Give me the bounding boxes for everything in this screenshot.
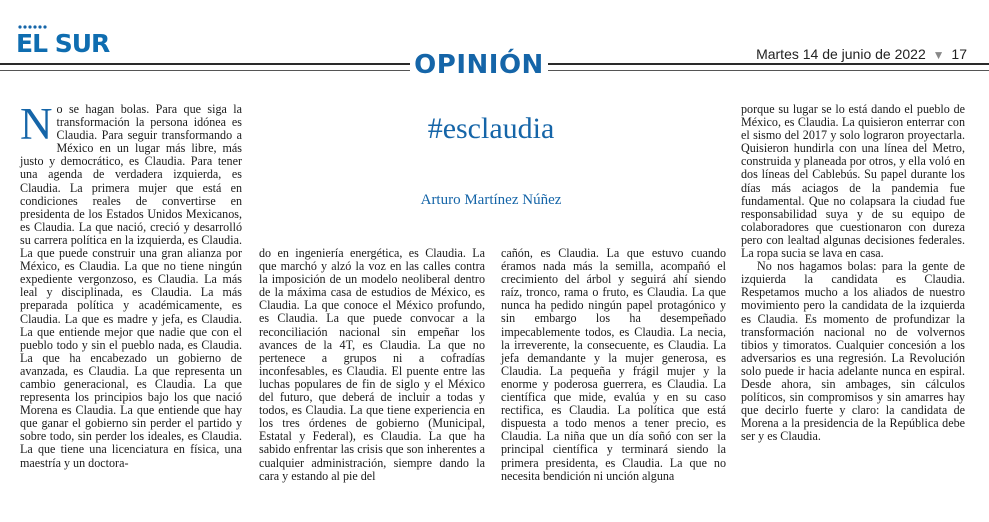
- issue-date-line: [756, 46, 967, 62]
- column-4-paragraph-2: No nos hagamos bolas: para la gente de izquierda la candidata es Claudia. Respetamos mucho a los aliados de nuestro movimiento pero la candidata de la izquierda es Claudia. Es momento de profundizar la transformación nacional no de volvernos tibios y timoratos. Cualquier concesión a los adversarios es una regresión. La Revolución solo puede ir hacia adelante nunca en espiral. Desde ahora, sin ambages, sin cálculos políticos, sin compromisos y sin amarres hay que decirlo fuerte y claro: la candidata de Morena a la presidencia de la República debe ser y es Claudia.: [741, 259, 965, 444]
- article-headline: #esclaudia: [427, 112, 555, 145]
- column-4-paragraph-1: porque su lugar se lo está dando el pueblo de México, es Claudia. La quisieron enterrar con el sismo del 2017 y solo lograron proyectarla. Quisieron hundirla con una línea del Metro, construida y planeada por otros, y ella voló en dos líneas del Cablebús. Su papel durante los días más aciagos de la pandemia fue fundamental. Que no colapsara la ciudad fue responsabilidad suya y de su equipo de colaboradores que cuestionaron con dureza pero con lealtad algunas decisiones federales. La ropa sucia se lava en casa.: [741, 102, 965, 261]
- section-title: OPINIÓN: [414, 50, 544, 80]
- issue-date: Martes 14 de junio de 2022: [756, 46, 926, 62]
- drop-cap: N: [20, 99, 53, 149]
- page-number: 17: [951, 46, 967, 62]
- column-2-text: do en ingeniería energética, es Claudia. La que marchó y alzó la voz en las calles contra la imposición de un modelo neoliberal dentro de la máxima casa de estudios de México, es Claudia. La que conoce el México profundo, es Claudia. La que puede convocar a la reconciliación nacional sin empeñar los avances de la 4T, es Claudia. La que no pertenece a grupos ni a cofradías inconfesables, es Claudia. El puente entre las luchas populares de fin de siglo y el México del futuro, que deberá de incluir a todas y todos, es Claudia. La que tiene experiencia en los tres órdenes de gobierno (Municipal, Estatal y Federal), es Claudia. La que ha sabido enfrentar las crisis que son inherentes a cualquier administración, siempre dando la cara y estando al pie del: [259, 246, 485, 483]
- column-1-text: o se hagan bolas. Para que siga la transformación la persona idónea es Claudia. Para seguir transformando a México en un lugar más libre, más justo y democrático, es Claudia. Para tener una agenda de verdadera izquierda, es Claudia. La primera mujer que está en condiciones reales de convertirse en presidenta de los Estados Unidos Mexicanos, es Claudia. La que nació, creció y desarrolló su carrera política en la izquierda, es Claudia. La que puede construir una gran alianza por México, es Claudia. La que no tiene ningún expediente vergonzoso, es Claudia. La más leal y disciplinada, es Claudia. La más preparada política y académicamente, es Claudia. La que es madre y jefa, es Claudia. La que entiende mejor que nadie que con el pueblo todo y sin el pueblo nada, es Claudia. La que ha encabezado un gobierno de avanzada, es Claudia. La que representa un cambio generacional, es Claudia. La que representa los principios bajo los que nació Morena es Claudia. La que entiende que hay que ganar el gobierno sin perder el partido y sobre todo, sin perder los ideales, es Claudia. La que tiene una licenciatura en física, una maestría y un doctora-: [20, 102, 242, 470]
- article-column-1: [20, 99, 242, 470]
- article-column-2: [259, 247, 485, 483]
- article-author: Arturo Martínez Núñez: [420, 192, 562, 208]
- article-column-3: [501, 247, 726, 483]
- column-3-text: cañón, es Claudia. La que estuvo cuando éramos nada más la semilla, acompañó el crecimiento del árbol y seguirá ahí siendo raíz, tronco, rama o fruto, es Claudia. La que nunca ha pedido ningún papel protagónico y sin embargo los ha desempeñado impecablemente todos, es Claudia. La necia, la irreverente, la consecuente, es Claudia. La jefa demandante y la mujer generosa, es Claudia. La pequeña y frágil mujer y la enorme y poderosa guerrera, es Claudia. La científica que mide, evalúa y en su caso rectifica, es Claudia. La política que está dispuesta a todo menos a tener precio, es Claudia. La niña que un día soñó con ser la principal científica y terminará siendo la primera presidenta, es Claudia. La que no necesita bendición ni unción alguna: [501, 246, 726, 483]
- triangle-down-icon: ▼: [932, 48, 945, 62]
- article-column-4: [741, 103, 965, 443]
- newspaper-logo: EL SUR: [16, 29, 110, 58]
